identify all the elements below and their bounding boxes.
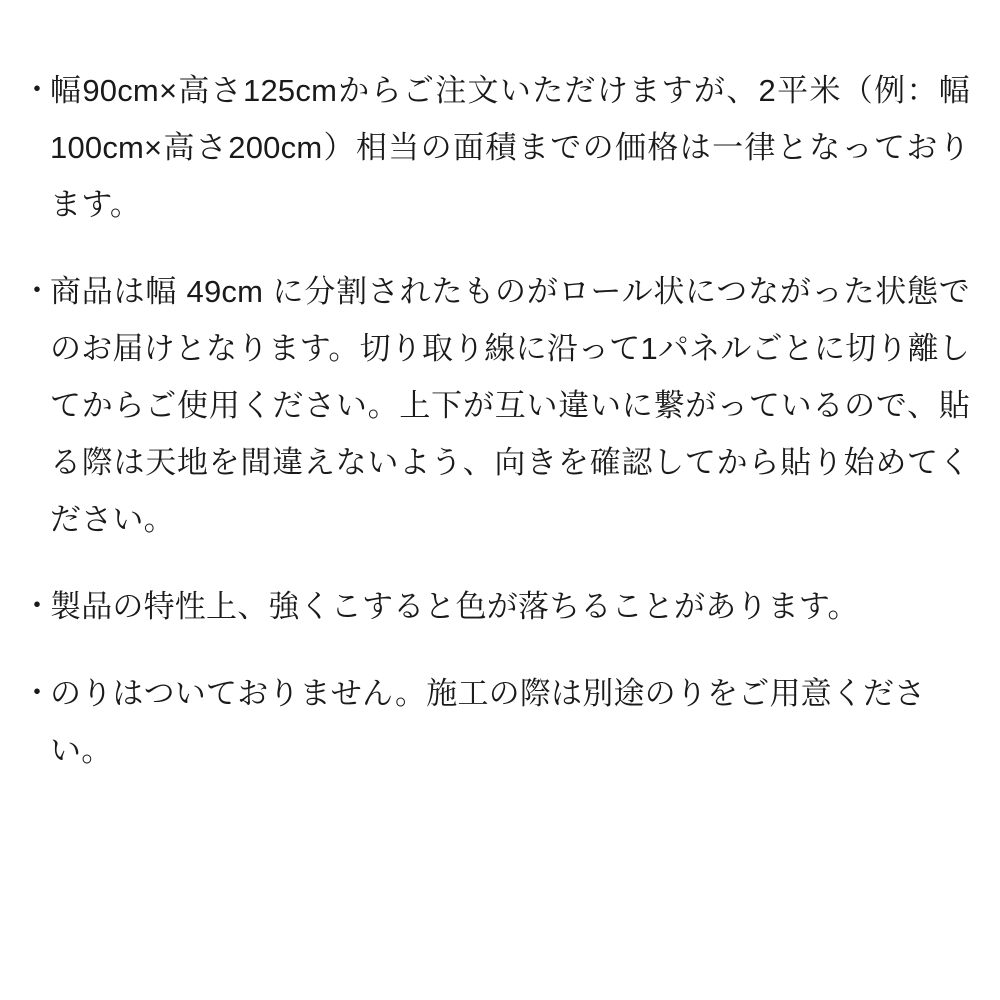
- note-text-color-fade: 製品の特性上、強くこすると色が落ちることがあります。: [50, 589, 859, 624]
- note-text-glue-not-included: のりはついておりません。施工の際は別途のりをご用意ください。: [50, 676, 926, 768]
- list-item: [22, 665, 970, 779]
- list-item: [22, 578, 970, 635]
- product-notes-list: [22, 62, 970, 779]
- note-text-roll-delivery: 商品は幅 49cm に分割されたものがロール状につながった状態でのお届けとなります。切り取り線に沿って1パネルごとに切り離してからご使用ください。上下が互い違いに繋がっているので、貼る際は天地を間違えないよう、向きを確認してから貼り始めてください。: [50, 274, 970, 537]
- bullet-icon: ・: [22, 74, 52, 107]
- bullet-icon: ・: [22, 677, 52, 710]
- note-text-order-size: 幅90cm×高さ125cmからご注文いただけますが、2平米（例：幅100cm×高さ200cm）相当の面積までの価格は一律となっております。: [50, 73, 970, 222]
- list-item: [22, 263, 970, 548]
- list-item: [22, 62, 970, 233]
- bullet-icon: ・: [22, 590, 52, 623]
- bullet-icon: ・: [22, 275, 52, 308]
